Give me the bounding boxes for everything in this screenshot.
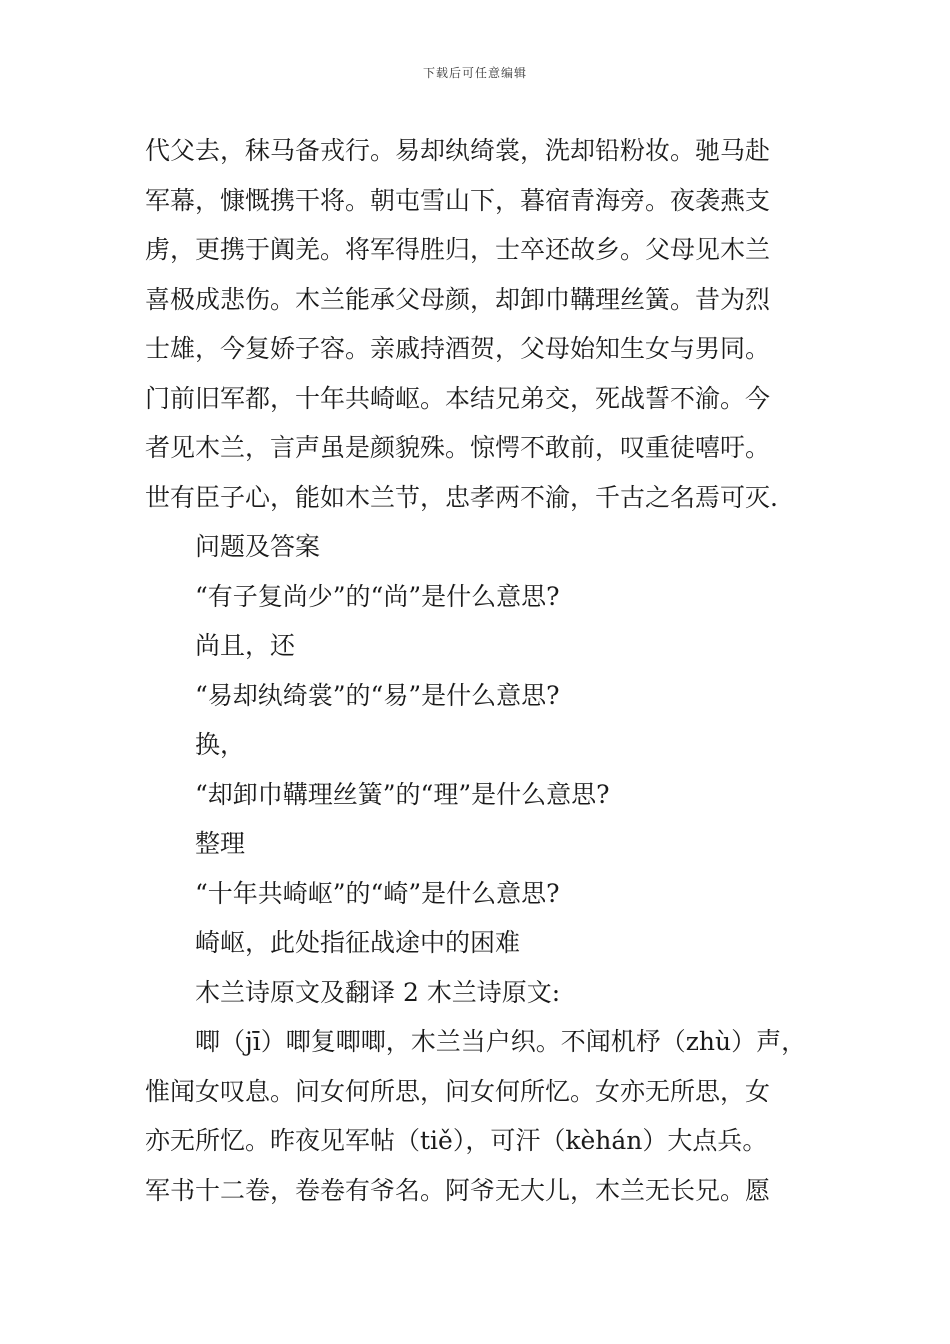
text-line: 亦无所忆。昨夜见军帖（tiě），可汗（kèhán）大点兵。	[145, 1126, 768, 1155]
text-line: 世有臣子心，能如木兰节，忠孝两不渝，千古之名焉可灭.	[145, 482, 778, 512]
text-line: 喜极成悲伤。木兰能承父母颜，却卸巾鞲理丝簧。昔为烈	[145, 284, 771, 314]
text-line: 代父去，秣马备戎行。易却纨绮裳，洗却铅粉妆。驰马赴	[145, 136, 771, 165]
text-line: 唧（jī）唧复唧唧，木兰当户织。不闻机杼（zhù）声，	[195, 1027, 807, 1056]
text-line: 门前旧军都，十年共崎岖。本结兄弟交，死战誓不渝。今	[145, 383, 771, 413]
section-heading: 木兰诗原文及翻译 2 木兰诗原文:	[195, 977, 561, 1007]
question-line: “有子复尚少”的“尚”是什么意思?	[195, 581, 560, 611]
answer-line: 尚且，还	[195, 631, 296, 660]
answer-line: 整理	[195, 829, 246, 858]
page-header: 下载后可任意编辑	[422, 66, 527, 80]
question-line: “十年共崎岖”的“崎”是什么意思?	[195, 878, 560, 908]
answer-line: 崎岖，此处指征战途中的困难	[195, 928, 521, 957]
text-line: 士雄，今复娇子容。亲戚持酒贺，父母始知生女与男同。	[145, 334, 771, 363]
section-heading: 问题及答案	[195, 532, 321, 561]
document-body	[145, 126, 825, 1215]
text-line: 军书十二卷，卷卷有爷名。阿爷无大儿，木兰无长兄。愿	[145, 1175, 771, 1205]
answer-line: 换，	[195, 730, 246, 759]
text-line: 军幕，慷慨携干将。朝屯雪山下，暮宿青海旁。夜袭燕支	[145, 185, 771, 215]
text-line: 虏，更携于阗羌。将军得胜归，士卒还故乡。父母见木兰	[145, 235, 771, 264]
question-line: “易却纨绮裳”的“易”是什么意思?	[195, 680, 560, 710]
text-line: 惟闻女叹息。问女何所思，问女何所忆。女亦无所思，女	[145, 1076, 771, 1106]
question-line: “却卸巾鞲理丝簧”的“理”是什么意思?	[195, 779, 610, 809]
text-line: 者见木兰，言声虽是颜貌殊。惊愕不敢前，叹重徒嘻吁。	[145, 433, 771, 462]
